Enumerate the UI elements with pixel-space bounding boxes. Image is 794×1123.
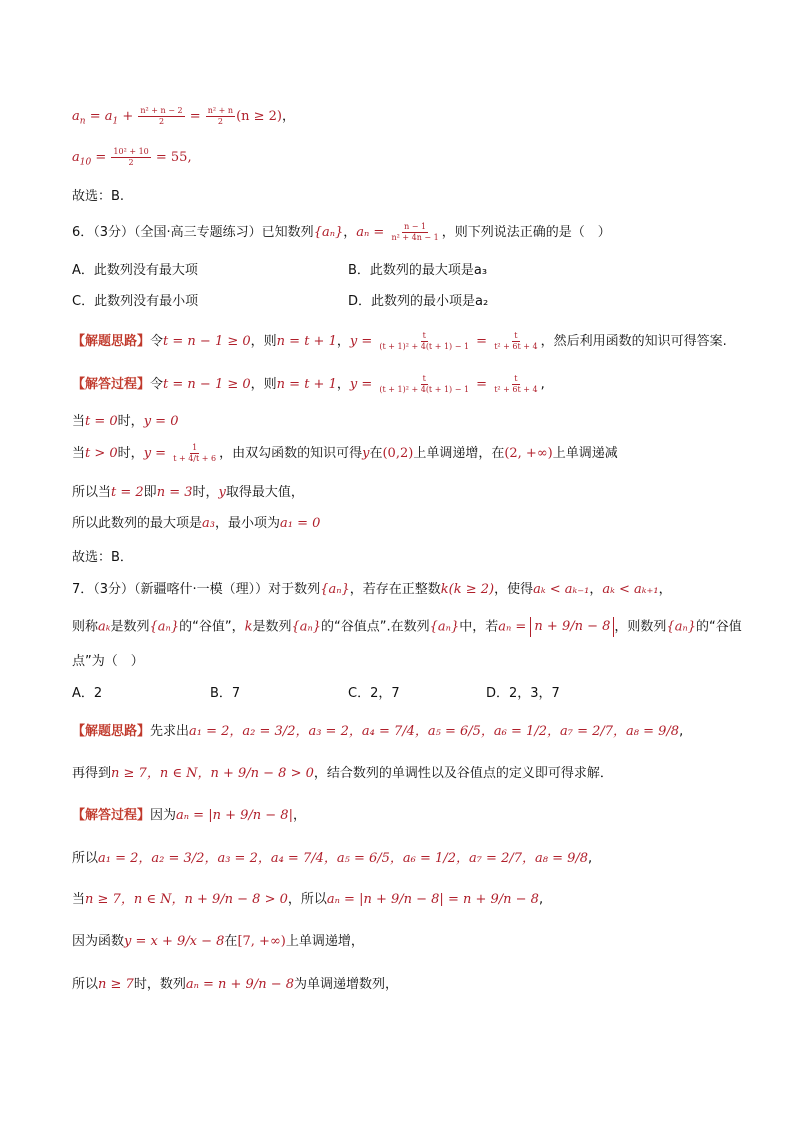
formula-an-line: $a_n = a_1$ + $\frac{\text{n² + n − 2}}{2}$ = $\frac{\text{n² + n}}{2}$ (n ≥ 2)，	[72, 106, 296, 127]
q7-option-b: B．7	[210, 686, 241, 701]
q6-option-c: C．此数列没有最小项	[72, 294, 199, 309]
q7-line-values: 所以a₁ = 2，a₂ = 3/2，a₃ = 2，a₄ = 7/4，a₅ = 6/5，a₆ = 1/2，a₇ = 2/7，a₈ = 9/8,	[72, 851, 593, 866]
hint-tag: 【解题思路】	[72, 724, 151, 739]
question-7-stem-line2: 则称aₖ是数列{aₙ}的“谷值”，k是数列{aₙ}的“谷值点”.在数列{aₙ}中，若aₙ = n + 9/n − 8 ，则数列{aₙ}的“谷值	[72, 617, 742, 638]
q7-hint: 【解题思路】先求出a₁ = 2，a₂ = 3/2，a₃ = 2，a₄ = 7/4，a₅ = 6/5，a₆ = 1/2，a₇ = 2/7，a₈ = 9/8,	[72, 724, 684, 739]
q7-option-d: D．2，3，7	[486, 686, 560, 701]
question-7-stem-line3: 点”为（ ）	[72, 654, 144, 669]
fraction: $\frac{n - 1}{\text{n² + 4n − 1}}$	[391, 222, 439, 242]
process-tag: 【解答过程】	[72, 808, 151, 823]
fraction: $\frac{t}{\text{t² + 6t + 4}}$	[494, 374, 538, 394]
question-7-stem-line1: 7．（3分）（新疆喀什·一模（理））对于数列{aₙ}，若存在正整数k(k ≥ 2)，使得aₖ < aₖ₋₁，aₖ < aₖ₊₁，	[72, 582, 672, 597]
hint-tag: 【解题思路】	[72, 334, 151, 349]
q6-option-b: B．此数列的最大项是a₃	[348, 263, 488, 278]
math: a	[72, 109, 80, 124]
q6-line-max: 所以当t = 2即n = 3时，y取得最大值，	[72, 485, 304, 500]
q7-option-a: A．2	[72, 686, 103, 701]
q6-line-t0: 当t = 0时，y = 0	[72, 414, 179, 429]
answer-6: 故选：B．	[72, 550, 133, 565]
q6-option-d: D．此数列的最小项是a₂	[348, 294, 489, 309]
formula-a10-line: $a_{10}$ = $\frac{\text{10² + 10}}{2}$ = 55,	[72, 147, 192, 168]
q6-option-a: A．此数列没有最大项	[72, 263, 198, 278]
fraction: $\frac{t}{\text{t² + 6t + 4}}$	[494, 331, 538, 351]
q6-line-conclusion: 所以此数列的最大项是a₃，最小项为a₁ = 0	[72, 516, 321, 531]
fraction: $\frac{1}{t + 4/t + 6}$	[173, 443, 217, 463]
q7-line-function: 因为函数y = x + 9/x − 8在[7, +∞)上单调递增，	[72, 934, 364, 949]
q7-line-monotone: 所以n ≥ 7时，数列aₙ = n + 9/n − 8为单调递增数列，	[72, 977, 399, 992]
question-6-stem: 6．（3分）（全国·高三专题练习）已知数列{aₙ}，aₙ = $\frac{n - 1}{\text{n² + 4n − 1}}$ ，则下列说法正确的是（ ）	[72, 222, 611, 242]
process-tag: 【解答过程】	[72, 377, 151, 392]
answer-5: 故选：B.	[72, 189, 125, 204]
q6-line-tpos: 当t > 0时，y = $\frac{1}{t + 4/t + 6}$ ，由双勾函数的知识可得y在(0,2)上单调递增，在(2, +∞)上单调递减	[72, 443, 618, 463]
q7-line-n7: 当n ≥ 7，n ∈ N，n + 9/n − 8 > 0，所以aₙ = |n + 9/n − 8| = n + 9/n − 8,	[72, 892, 544, 907]
q6-hint: 【解题思路】令t = n − 1 ≥ 0，则n = t + 1，y = $\frac{t}{\text{(t + 1)² + 4(t + 1) − 1}}$ = $\frac{t}{\text{t² + 6t + 4}}$ ，然后利用函数的知识可得答案.	[72, 331, 727, 351]
fraction: $\frac{\text{n² + n}}{2}$	[207, 106, 234, 126]
q7-process: 【解答过程】因为aₙ = |n + 9/n − 8|，	[72, 808, 306, 823]
q7-hint-line2: 再得到n ≥ 7，n ∈ N，n + 9/n − 8 > 0，结合数列的单调性以及谷值点的定义即可得求解．	[72, 766, 613, 781]
absolute-value: n + 9/n − 8	[530, 617, 614, 637]
q6-process: 【解答过程】令t = n − 1 ≥ 0，则n = t + 1，y = $\frac{t}{\text{(t + 1)² + 4(t + 1) − 1}}$ = $\frac{t}{\text{t² + 6t + 4}}$ ,	[72, 374, 545, 394]
fraction: $\frac{\text{n² + n − 2}}{2}$	[140, 106, 183, 126]
fraction: $\frac{t}{\text{(t + 1)² + 4(t + 1) − 1}}$	[379, 374, 470, 394]
fraction: $\frac{t}{\text{(t + 1)² + 4(t + 1) − 1}}$	[379, 331, 470, 351]
fraction: $\frac{\text{10² + 10}}{2}$	[113, 147, 149, 167]
q7-option-c: C．2，7	[348, 686, 400, 701]
